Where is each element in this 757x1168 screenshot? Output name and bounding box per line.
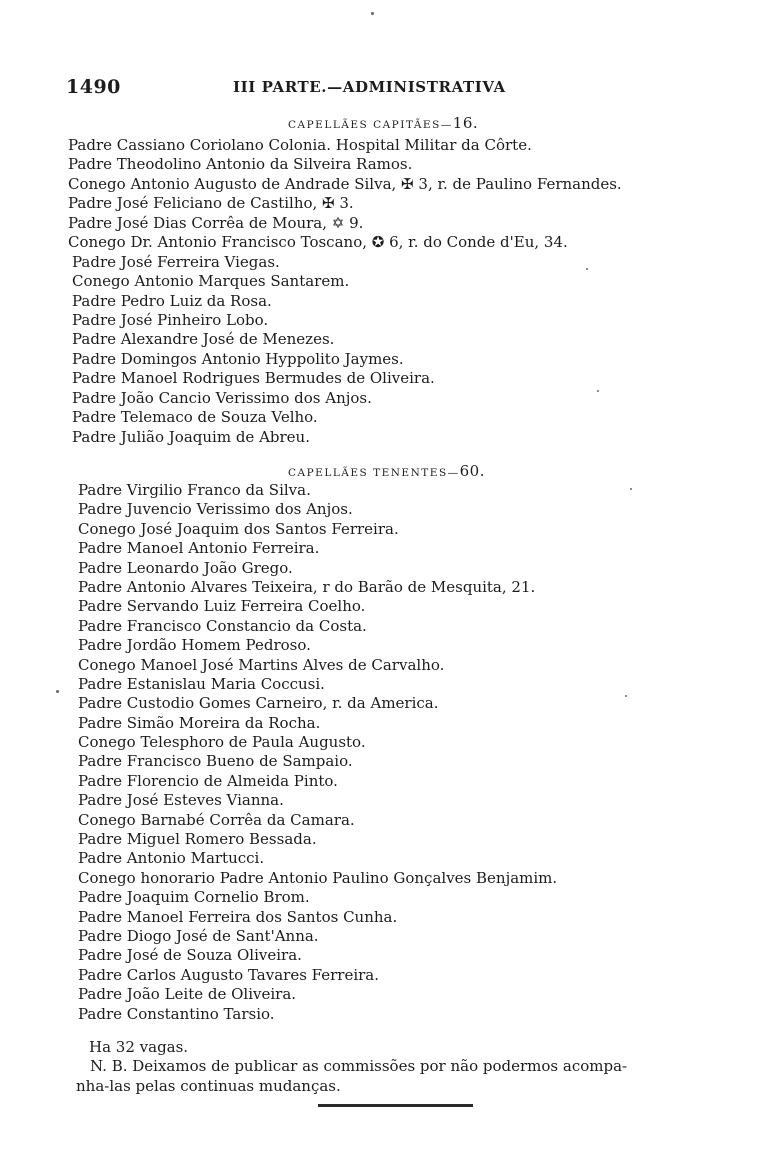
section-count: 60. <box>459 462 485 480</box>
list-item: Padre José Feliciano de Castilho, ✠ 3. <box>68 194 354 213</box>
page-header <box>66 76 726 100</box>
list-item: Padre Cassiano Coriolano Colonia. Hospital Militar da Côrte. <box>68 136 532 154</box>
list-item: Padre Manoel Rodrigues Bermudes de Oliveira. <box>72 369 435 388</box>
list-item: Padre Manoel Ferreira dos Santos Cunha. <box>78 907 398 926</box>
list-item: Padre Leonardo João Grego. <box>78 558 293 577</box>
list-item: Padre José Dias Corrêa de Moura, ✡ 9. <box>68 213 364 232</box>
list-item: Padre João Leite de Oliveira. <box>78 985 297 1004</box>
list-item: Padre Diogo José de Sant'Anna. <box>78 926 319 945</box>
list-item: Padre Florencio de Almeida Pinto. <box>78 771 338 790</box>
list-item: Conego Antonio Marques Santarem. <box>72 272 350 291</box>
list-item: Padre José Pinheiro Lobo. <box>72 310 269 329</box>
list-item: Conego Dr. Antonio Francisco Toscano, ✪ 6, r. do Conde d'Eu, 34. <box>68 233 568 252</box>
list-item: Padre Estanislau Maria Coccusi. <box>78 674 325 693</box>
list-item: Padre Pedro Luiz da Rosa. <box>72 291 272 310</box>
list-item: Padre Domingos Antonio Hyppolito Jaymes. <box>72 349 404 368</box>
ink-speck <box>625 695 627 697</box>
section-title-text: CAPELLÃES CAPITÃES— <box>288 119 453 131</box>
list-item: Conego honorario Padre Antonio Paulino Gonçalves Benjamim. <box>78 868 558 887</box>
list-item: Conego Antonio Augusto de Andrade Silva, ✠ 3, r. de Paulino Fernandes. <box>68 174 622 193</box>
list-item: Conego José Joaquim dos Santos Ferreira. <box>78 519 399 538</box>
list-item: Padre Miguel Romero Bessada. <box>78 830 317 849</box>
list-item: Padre José Esteves Vianna. <box>78 791 284 810</box>
end-rule <box>318 1104 473 1107</box>
list-item: Padre Francisco Constancio da Costa. <box>78 616 367 635</box>
list-item: Padre Antonio Alvares Teixeira, r do Barão de Mesquita, 21. <box>78 577 536 596</box>
list-item: Conego Telesphoro de Paula Augusto. <box>78 733 366 752</box>
ink-speck <box>371 12 374 15</box>
list-item: Padre Manoel Antonio Ferreira. <box>78 539 320 558</box>
list-item: Padre Julião Joaquim de Abreu. <box>72 427 310 446</box>
list-item: Padre Carlos Augusto Tavares Ferreira. <box>78 965 380 984</box>
footnote <box>76 1056 726 1096</box>
list-item: Padre Simão Moreira da Rocha. <box>78 713 321 732</box>
list-item: Conego Manoel José Martins Alves de Carvalho. <box>78 655 445 674</box>
list-item: Padre Telemaco de Souza Velho. <box>72 408 318 427</box>
list-item: Padre Custodio Gomes Carneiro, r. da America. <box>78 694 439 713</box>
section-title-text: CAPELLÃES TENENTES— <box>288 467 460 479</box>
list-item: Conego Barnabé Corrêa da Camara. <box>78 810 355 829</box>
running-title: III PARTE.—ADMINISTRATIVA <box>233 78 506 96</box>
list-capellaes-capitaes <box>68 136 622 447</box>
section-count: 16. <box>452 114 479 132</box>
list-item: Padre Constantino Tarsio. <box>78 1004 275 1023</box>
list-item: Padre Joaquim Cornelio Brom. <box>78 888 310 907</box>
list-item: Padre Antonio Martucci. <box>78 849 265 868</box>
list-capellaes-tenentes <box>78 481 557 1024</box>
ink-speck <box>586 268 588 270</box>
footnote-line-1: N. B. Deixamos de publicar as commissões por não podermos acompa- <box>90 1057 628 1075</box>
list-item: Padre Theodolino Antonio da Silveira Ramos. <box>68 155 413 174</box>
list-item: Padre Francisco Bueno de Sampaio. <box>78 752 353 771</box>
list-item: Padre Juvencio Verissimo dos Anjos. <box>78 500 353 519</box>
list-item: Padre José Ferreira Viegas. <box>72 252 280 271</box>
section-title-capitaes <box>288 114 478 132</box>
footnote-line-2: nha-las pelas continuas mudanças. <box>76 1077 341 1095</box>
ink-speck <box>56 690 59 693</box>
list-item: Padre Alexandre José de Menezes. <box>72 330 335 349</box>
list-item: Padre Jordão Homem Pedroso. <box>78 636 311 655</box>
ink-speck <box>630 488 632 490</box>
section-title-tenentes <box>288 462 485 480</box>
list-item: Padre Servando Luiz Ferreira Coelho. <box>78 597 366 616</box>
list-item: Padre José de Souza Oliveira. <box>78 946 302 965</box>
ink-speck <box>597 390 599 392</box>
list-item: Padre João Cancio Verissimo dos Anjos. <box>72 388 372 407</box>
list-item: Padre Virgilio Franco da Silva. <box>78 481 311 499</box>
vacancies-line: Ha 32 vagas. <box>89 1038 189 1056</box>
page-number: 1490 <box>66 76 121 98</box>
